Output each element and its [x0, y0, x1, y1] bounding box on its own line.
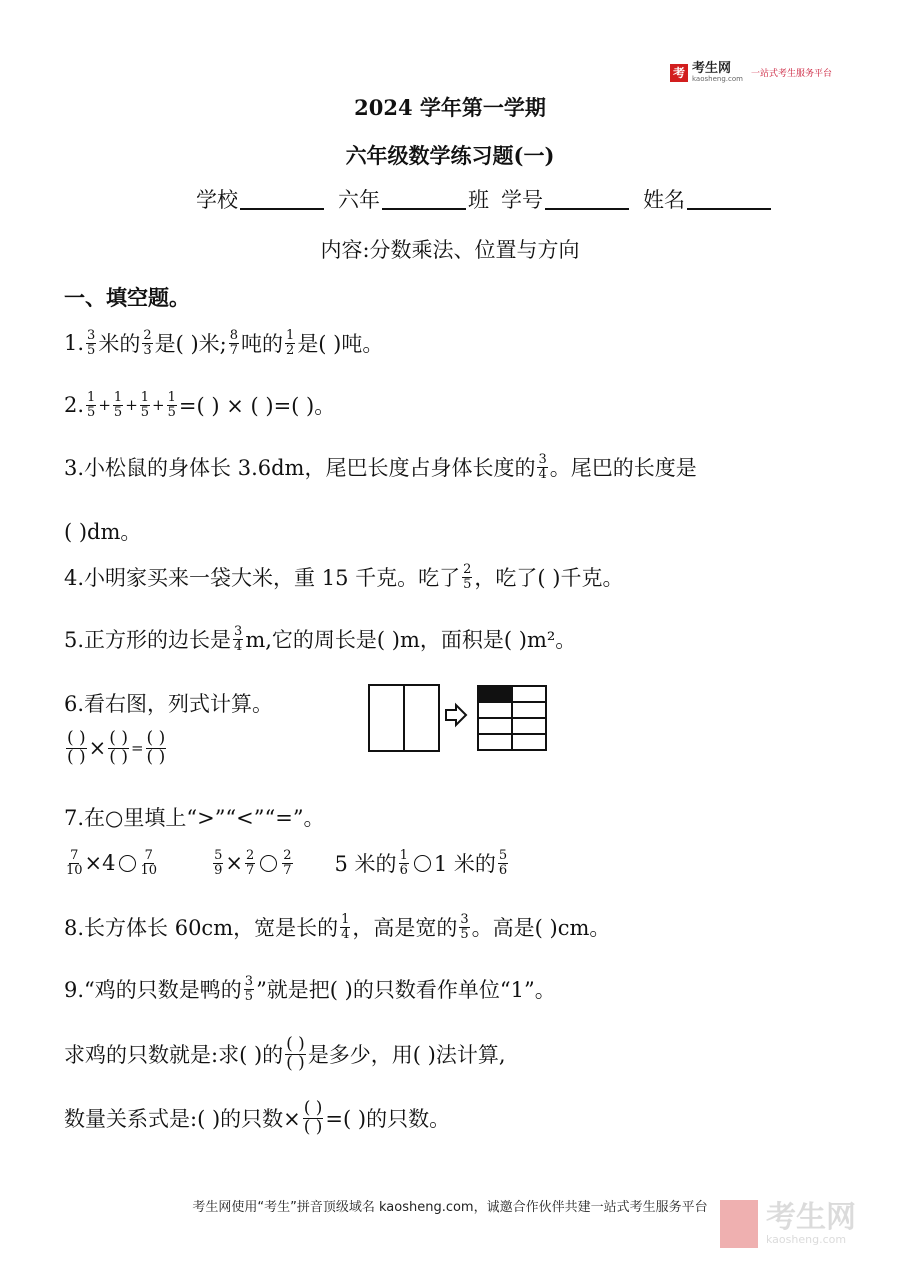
- compare-circle[interactable]: [119, 855, 136, 872]
- fraction: $\frac{3}{4}$: [234, 623, 243, 654]
- question-2: 2. $\frac{1}{5}$ + $\frac{1}{5}$ + $\frac{1}{5}$ + $\frac{1}{5}$ =( ) × ( )=( )。: [64, 389, 336, 420]
- fraction: $\frac{1}{5}$: [87, 389, 96, 420]
- question-3-cont: ( )dm。: [64, 520, 142, 544]
- school-field[interactable]: [240, 188, 324, 210]
- class-label: 班: [468, 188, 489, 212]
- name-field[interactable]: [687, 188, 771, 210]
- fraction-diagram: [366, 682, 551, 754]
- name-label: 姓名: [643, 188, 685, 212]
- fraction: $\frac{1}{5}$: [113, 389, 123, 420]
- arrow-right-icon: [446, 705, 466, 725]
- fraction: $\frac{2}{3}$: [143, 327, 152, 358]
- watermark-mark-icon: [720, 1200, 758, 1248]
- shaded-part: [478, 686, 512, 702]
- school-label: 学校: [196, 188, 238, 212]
- logo-name: 考生网: [692, 61, 732, 76]
- logo-mark-icon: 考: [670, 64, 688, 82]
- compare-circle[interactable]: [414, 855, 431, 872]
- grade-label: 六年: [338, 188, 380, 212]
- question-3: 3.小松鼠的身体长 3.6dm，尾巴长度占身体长度的 $\frac{3}{4}$ 。尾巴的长度是: [64, 451, 697, 482]
- page-subtitle: 六年级数学练习题(一): [345, 143, 555, 168]
- compare-circle[interactable]: [260, 855, 277, 872]
- question-9-line-2: 求鸡的只数就是:求( )的 $\frac{( )}{( )}$ 是多少，用( )法计算,: [64, 1034, 506, 1073]
- fraction: $\frac{2}{5}$: [463, 561, 472, 592]
- question-7: 7.在○里填上“>”“<”“=”。: [64, 806, 325, 830]
- class-field[interactable]: [382, 188, 466, 210]
- number-label: 学号: [501, 188, 543, 212]
- site-logo: [670, 62, 832, 83]
- footer-text: 考生网使用“考生”拼音顶级域名 kaosheng.com，诚邀合作伙伴共建一站式考生服务平台: [192, 1200, 708, 1215]
- fraction: $\frac{1}{5}$: [167, 389, 176, 420]
- student-info-line: [196, 184, 773, 214]
- logo-slogan: 一站式考生服务平台: [750, 69, 832, 79]
- content-line: 内容:分数乘法、位置与方向: [320, 238, 580, 262]
- question-7-expressions: $\frac{7}{10}$ ×4 $\frac{7}{10}$ $\frac{5}{9}$ × $\frac{2}{7}$ $\frac{2}{7}$ 5 米的 $\frac{1}{6}$ 1 米的 $\frac{5}{6}$: [66, 847, 508, 878]
- question-4: 4.小明家买来一袋大米，重 15 千克。吃了 $\frac{2}{5}$ ，吃了( )千克。: [64, 561, 624, 592]
- fraction: $\frac{3}{5}$: [87, 327, 96, 358]
- fraction: $\frac{1}{5}$: [140, 389, 150, 420]
- page-title: 2024 学年第一学期: [354, 95, 546, 120]
- logo-domain: kaosheng.com: [692, 75, 743, 83]
- fraction: $\frac{3}{4}$: [538, 451, 547, 482]
- question-9: 9.“鸡的只数是鸭的 $\frac{3}{5}$ ”就是把( )的只数看作单位“1”。: [64, 973, 556, 1004]
- watermark-logo: 考生网 kaosheng.com: [720, 1200, 856, 1248]
- question-6: 6.看右图，列式计算。: [64, 692, 274, 716]
- question-1: 1. $\frac{3}{5}$ 米的 $\frac{2}{3}$ 是( )米; $\frac{8}{7}$ 吨的 $\frac{1}{2}$ 是( )吨。: [64, 327, 384, 358]
- fraction: $\frac{8}{7}$: [229, 327, 239, 358]
- question-5: 5.正方形的边长是 $\frac{3}{4}$ m,它的周长是( )m，面积是( )m²。: [64, 623, 577, 654]
- question-9-line-3: 数量关系式是:( )的只数× $\frac{( )}{( )}$ =( )的只数。: [64, 1098, 451, 1137]
- section-heading: 一、填空题。: [64, 285, 190, 310]
- question-8: 8.长方体长 60cm，宽是长的 $\frac{1}{4}$ ，高是宽的 $\frac{3}{5}$ 。高是( )cm。: [64, 911, 611, 942]
- number-field[interactable]: [545, 188, 629, 210]
- fraction: $\frac{1}{2}$: [286, 327, 295, 358]
- question-6-expression: $\frac{( )}{( )}$ × $\frac{( )}{( )}$ = $\frac{( )}{( )}$: [67, 728, 166, 767]
